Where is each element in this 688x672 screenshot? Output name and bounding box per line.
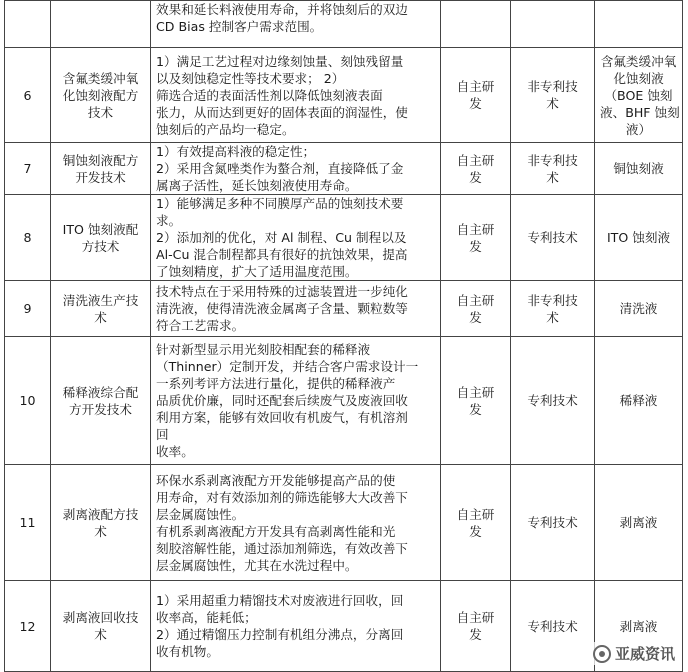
tech-description-line: 1）能够满足多种不同膜厚产品的蚀刻技术要 — [156, 196, 404, 211]
tech-name-line: 术 — [94, 309, 107, 325]
tech-name-line: 铜蚀刻液配方 — [62, 152, 139, 168]
tech-name — [51, 581, 151, 672]
tech-source — [441, 465, 511, 581]
tech-description — [151, 1, 441, 48]
tech-source-line: 发 — [469, 96, 482, 111]
product-name — [595, 337, 683, 465]
table-row — [5, 195, 683, 281]
product-name-line: 铜蚀刻液 — [613, 161, 664, 176]
tech-description-line: 环保水系剥离液配方开发能够提高产品的使 — [156, 472, 396, 488]
table-row — [5, 581, 683, 672]
tech-name-line: 术 — [94, 627, 107, 642]
tech-type-line: 非专利技 — [527, 152, 578, 168]
tech-type-line: 术 — [546, 169, 559, 185]
tech-description-line: 筛选合适的表面活性剂以降低蚀刻液表面 — [156, 87, 383, 103]
tech-source — [441, 281, 511, 337]
tech-type-line: 非专利技 — [527, 79, 578, 94]
tech-description-line: 张力，从而达到更好的固体表面的润湿性，使 — [156, 104, 408, 120]
product-name — [595, 1, 683, 48]
tech-description-line: 了蚀刻精度，扩大了适用温度范围。 — [156, 264, 358, 279]
tech-description-line: 刻胶溶解性能，通过添加剂筛选，有效改善下 — [156, 540, 408, 556]
product-name-line: 剥离液 — [619, 618, 658, 634]
tech-description-line: 符合工艺需求。 — [156, 318, 245, 333]
tech-description-line: 以及刻蚀稳定性等技术要求； 2） — [156, 70, 345, 86]
tech-description-line: 层金属腐蚀性，尤其在水洗过程中。 — [156, 557, 358, 573]
tech-description-line: 1）满足工艺过程对边缘刻蚀量、刻蚀残留量 — [156, 53, 404, 69]
tech-source-line: 自主研 — [456, 292, 495, 308]
tech-name-line: 清洗液生产技 — [62, 292, 139, 308]
tech-source — [441, 48, 511, 143]
row-number — [5, 1, 51, 48]
tech-type — [511, 195, 595, 281]
tech-description-line: Al-Cu 混合制程都具有很好的抗蚀效果，提高 — [156, 247, 408, 262]
product-name-line: 清洗液 — [619, 301, 658, 316]
tech-name-line: 方开发技术 — [69, 401, 132, 417]
tech-source-line: 发 — [469, 238, 482, 254]
tech-type — [511, 337, 595, 465]
tech-type-line: 专利技术 — [527, 393, 578, 408]
tech-source-line: 发 — [469, 401, 482, 417]
watermark-text: 亚威资讯 — [614, 645, 675, 663]
tech-source-line: 自主研 — [456, 610, 495, 625]
tech-source-line: 发 — [469, 627, 482, 642]
tech-source-line: 发 — [469, 169, 482, 185]
tech-type-line: 专利技术 — [527, 618, 578, 634]
product-name — [595, 48, 683, 143]
tech-type-line: 非专利技 — [527, 292, 578, 308]
tech-type — [511, 281, 595, 337]
tech-description-line: 品质优价廉，同时还配套后续废气及废液回收 — [156, 393, 408, 408]
tech-description-line: 2）通过精馏压力控制有机组分沸点，分离回 — [156, 627, 404, 642]
tech-name-line: 技术 — [87, 104, 114, 120]
tech-description-line: 收率。 — [156, 444, 194, 459]
product-name-line: 化蚀刻液 — [613, 70, 664, 86]
tech-type — [511, 465, 595, 581]
tech-description-line: 属离子活性，延长蚀刻液使用寿命。 — [156, 178, 358, 193]
tech-description-line: 用寿命，对有效添加剂的筛选能够大大改善下 — [156, 489, 408, 505]
tech-description-line: 蚀刻后的产品均一稳定。 — [156, 121, 295, 137]
tech-source — [441, 581, 511, 672]
row-number: 12 — [5, 581, 51, 672]
row-number: 11 — [5, 465, 51, 581]
tech-type-line: 术 — [546, 96, 559, 111]
row-number: 8 — [5, 195, 51, 281]
tech-description-line: 求。 — [156, 213, 182, 228]
tech-name-line: 剥离液回收技 — [62, 610, 139, 625]
tech-description-line: 有机系剥离液配方开发具有高剥离性能和光 — [156, 523, 396, 539]
tech-description-line: 1）采用超重力精馏技术对废液进行回收，回 — [156, 593, 404, 608]
tech-description-line: 技术特点在于采用特殊的过滤装置进一步纯化 — [156, 284, 408, 299]
product-name-line: （BOE 蚀刻 — [604, 87, 673, 103]
product-name — [595, 143, 683, 195]
tech-description — [151, 143, 441, 195]
tech-description-line: 一系列考评方法进行量化，提供的稀释液产 — [156, 376, 396, 391]
tech-description-line: CD Bias 控制客户需求范围。 — [156, 19, 323, 34]
tech-description-line: 效果和延长料液使用寿命，并将蚀刻后的双边 — [156, 2, 408, 17]
tech-source — [441, 143, 511, 195]
tech-name-line: 剥离液配方技 — [62, 506, 139, 522]
tech-type — [511, 48, 595, 143]
tech-description-line: 针对新型显示用光刻胶相配套的稀释液 — [156, 342, 371, 357]
tech-name-line: 术 — [94, 523, 107, 539]
tech-type-line: 专利技术 — [527, 515, 578, 530]
table-row — [5, 1, 683, 48]
tech-description-line: 清洗液，使得清洗液金属离子含量、颗粒数等 — [156, 301, 408, 316]
table-row — [5, 337, 683, 465]
tech-description-line: 2）采用含氮唑类作为螯合剂，直接降低了金 — [156, 161, 404, 176]
tech-source — [441, 337, 511, 465]
tech-name-line: 化蚀刻液配方 — [62, 87, 139, 103]
tech-name — [51, 465, 151, 581]
tech-name-line: 稀释液综合配 — [62, 384, 139, 400]
wechat-icon — [593, 645, 611, 663]
table-row — [5, 48, 683, 143]
table-row — [5, 143, 683, 195]
product-name — [595, 195, 683, 281]
tech-description — [151, 195, 441, 281]
tech-description-line: 1）有效提高料液的稳定性； — [156, 144, 316, 159]
table-row — [5, 281, 683, 337]
tech-description-line: 利用方案，能够有效回收有机废气，有机溶剂 — [156, 410, 408, 425]
tech-description-line: 收有机物。 — [156, 644, 219, 659]
tech-name — [51, 143, 151, 195]
tech-description-line: 收率高，能耗低； — [156, 610, 257, 625]
product-name — [595, 281, 683, 337]
tech-name — [51, 337, 151, 465]
row-number: 9 — [5, 281, 51, 337]
row-number: 7 — [5, 143, 51, 195]
tech-name-line: 含氟类缓冲氧 — [62, 70, 139, 86]
tech-name-line: 开发技术 — [75, 169, 126, 185]
tech-source-line: 自主研 — [456, 384, 495, 400]
tech-source-line: 自主研 — [456, 506, 495, 522]
product-name-line: 稀释液 — [619, 393, 658, 408]
tech-source-line: 自主研 — [456, 221, 495, 237]
tech-name — [51, 195, 151, 281]
tech-description — [151, 337, 441, 465]
tech-type-line: 专利技术 — [527, 230, 578, 245]
tech-source-line: 自主研 — [456, 152, 495, 168]
tech-name — [51, 48, 151, 143]
tech-source-line: 发 — [469, 523, 482, 539]
tech-type-line: 术 — [546, 309, 559, 325]
tech-description-line: 2）添加剂的优化，对 Al 制程、Cu 制程以及 — [156, 230, 407, 245]
watermark — [590, 642, 678, 665]
row-number: 10 — [5, 337, 51, 465]
tech-table — [4, 0, 683, 672]
product-name-line: 液、BHF 蚀刻 — [600, 104, 680, 120]
product-name — [595, 465, 683, 581]
tech-source — [441, 1, 511, 48]
product-name-line: ITO 蚀刻液 — [606, 230, 671, 245]
row-number: 6 — [5, 48, 51, 143]
tech-description — [151, 281, 441, 337]
tech-type — [511, 143, 595, 195]
tech-type — [511, 1, 595, 48]
table-row — [5, 465, 683, 581]
tech-description-line: 层金属腐蚀性。 — [156, 506, 245, 522]
tech-name-line: ITO 蚀刻液配 — [62, 221, 139, 237]
tech-description — [151, 581, 441, 672]
product-name-line: 含氟类缓冲氧 — [600, 53, 677, 69]
tech-type — [511, 581, 595, 672]
tech-source — [441, 195, 511, 281]
tech-source-line: 自主研 — [456, 79, 495, 94]
tech-description — [151, 465, 441, 581]
product-name-line: 剥离液 — [619, 515, 658, 530]
tech-description-line: （Thinner）定制开发，并结合客户需求设计一 — [156, 359, 419, 374]
tech-description-line: 回 — [156, 427, 169, 442]
tech-name — [51, 1, 151, 48]
tech-source-line: 发 — [469, 309, 482, 325]
tech-description — [151, 48, 441, 143]
tech-name — [51, 281, 151, 337]
tech-name-line: 方技术 — [81, 238, 120, 254]
product-name-line: 液） — [625, 121, 652, 137]
